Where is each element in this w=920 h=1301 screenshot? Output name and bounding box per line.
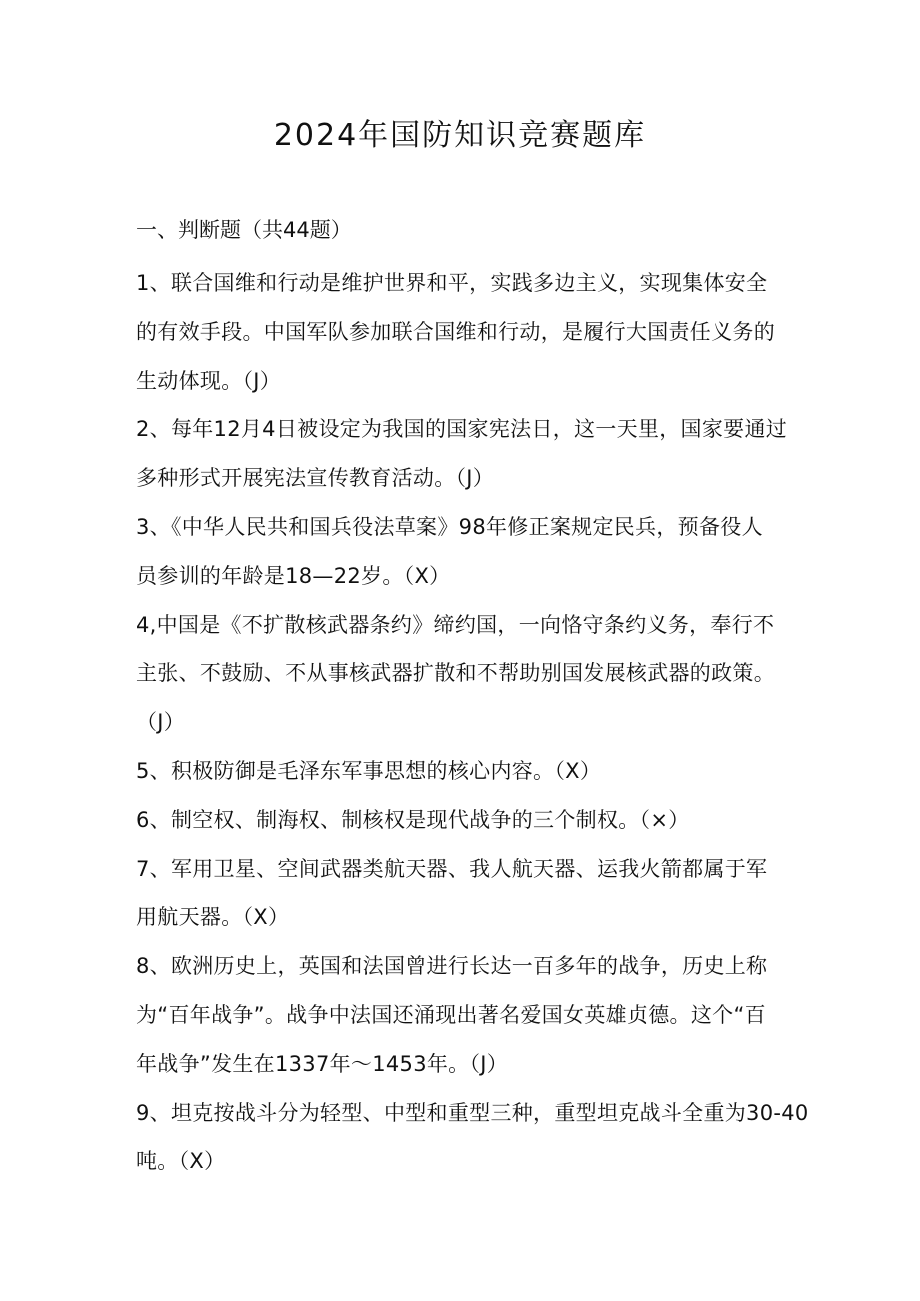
question-line: 为“百年战争”。战争中法国还涌现出著名爱国女英雄贞德。这个“百 [136,1002,766,1027]
question-line: 6、制空权、制海权、制核权是现代战争的三个制权。（×） [136,807,690,832]
question-line: 5、积极防御是毛泽东军事思想的核心内容。（X） [136,758,602,783]
question-line: 生动体现。（J） [136,368,282,393]
question-line: 2、每年12月4日被设定为我国的国家宪法日，这一天里，国家要通过 [136,417,788,442]
question-line: 年战争”发生在1337年〜1453年。（J） [136,1051,509,1076]
question-line: 主张、不鼓励、不从事核武器扩散和不帮助别国发展核武器的政策。 [136,661,775,686]
question-line: 9、坦克按战斗分为轻型、中型和重型三种，重型坦克战斗全重为30-40 [136,1100,809,1125]
question-line: 3、《中华人民共和国兵役法草案》98年修正案规定民兵，预备役人 [136,514,763,539]
question-line: 8、欧洲历史上，英国和法国曾进行长达一百多年的战争，历史上称 [136,954,768,979]
question-line: 7、军用卫星、空间武器类航天器、我人航天器、运我火箭都属于军 [136,856,768,881]
document-title: 2024年国防知识竞赛题库 [273,118,647,153]
question-line: 吨。（X） [136,1149,226,1174]
question-line: 4,中国是《不扩散核武器条约》缔约国，一向恪守条约义务，奉行不 [136,612,775,637]
question-line: （J） [136,710,186,735]
question-line: 的有效手段。中国军队参加联合国维和行动，是履行大国责任义务的 [136,319,775,344]
question-line: 1、联合国维和行动是维护世界和平，实践多边主义，实现集体安全 [136,271,768,295]
question-line: 用航天器。（X） [136,905,290,930]
question-line: 多种形式开展宪法宣传教育活动。（J） [136,466,495,491]
section-heading: 一、判断题（共44题） [136,218,352,242]
question-line: 员参训的年龄是18—22岁。（X） [136,563,451,588]
question-list [136,259,809,1186]
